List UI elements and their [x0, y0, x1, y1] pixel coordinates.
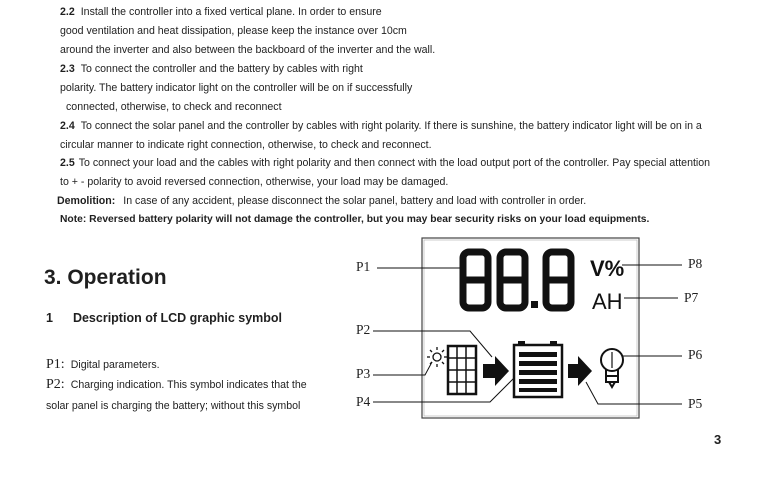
step-number: 2.5 [60, 157, 75, 169]
seven-segment-digit [546, 252, 571, 308]
decimal-point [531, 301, 538, 308]
step-text: To connect the controller and the battery by cables with right [80, 63, 363, 75]
step-text: In case of any accident, please disconnect the solar panel, battery and load with controller in order. [123, 195, 587, 207]
leader-p4 [373, 378, 514, 402]
body-line: good ventilation and heat dissipation, please keep the instance over 10cm [60, 25, 407, 37]
battery-icon [514, 341, 562, 397]
leader-p2 [373, 331, 492, 357]
label-p6: P6 [688, 347, 703, 362]
unit-bottom: AH [592, 289, 623, 314]
step-number: 2.4 [60, 120, 75, 132]
label-p8: P8 [688, 256, 703, 271]
section-title: 3. Operation [44, 266, 167, 289]
label-p5: P5 [688, 396, 703, 411]
load-arrow-icon [568, 356, 592, 386]
unit-top: V% [590, 256, 625, 281]
charge-arrow-icon [483, 356, 509, 386]
desc-text: solar panel is charging the battery; without this symbol [46, 400, 301, 412]
bulb-icon [601, 349, 623, 387]
page-number: 3 [714, 432, 722, 447]
step-text: To connect the solar panel and the controller by cables with right polarity. If there is sunshine, the battery indicator light will be on in a [80, 120, 702, 132]
body-line: polarity. The battery indicator light on the controller will be on if successfully [60, 82, 413, 94]
body-line: circular manner to indicate right connection, otherwise, to check and reconnect. [60, 139, 432, 151]
demolition-label: Demolition: [57, 195, 116, 207]
desc-text: Digital parameters. [70, 359, 160, 371]
subsection-number: 1 [46, 311, 53, 325]
body-line: around the inverter and also between the backboard of the inverter and the wall. [60, 44, 436, 56]
desc-text: Charging indication. This symbol indicates that the [70, 379, 307, 391]
seven-segment-digit [500, 252, 525, 308]
leader-p3 [373, 362, 432, 375]
label-p1: P1 [356, 259, 371, 274]
subsection-title: Description of LCD graphic symbol [72, 311, 283, 325]
label-p3: P3 [356, 366, 371, 381]
body-line: to + - polarity to avoid reversed connection, otherwise, your load may be damaged. [60, 176, 449, 188]
step-number: 2.2 [60, 6, 75, 18]
desc-label: P2: [46, 377, 65, 392]
desc-label: P1: [46, 357, 65, 372]
step-text: To connect your load and the cables with right polarity and then connect with the load output port of the controller. Pay special attention [78, 157, 711, 169]
label-p2: P2 [356, 322, 371, 337]
note-line: Note: Reversed battery polarity will not damage the controller, but you may bear security risks on your load equipments. [60, 214, 650, 225]
body-line: connected, otherwise, to check and reconnect [66, 101, 282, 113]
step-text: Install the controller into a fixed vertical plane. In order to ensure [80, 6, 382, 18]
step-number: 2.3 [60, 63, 75, 75]
sun-icon [427, 347, 447, 367]
solar-panel-icon [448, 346, 476, 394]
label-p7: P7 [684, 290, 699, 305]
seven-segment-digit [463, 252, 488, 308]
leader-p5 [586, 382, 682, 404]
label-p4: P4 [356, 394, 371, 409]
